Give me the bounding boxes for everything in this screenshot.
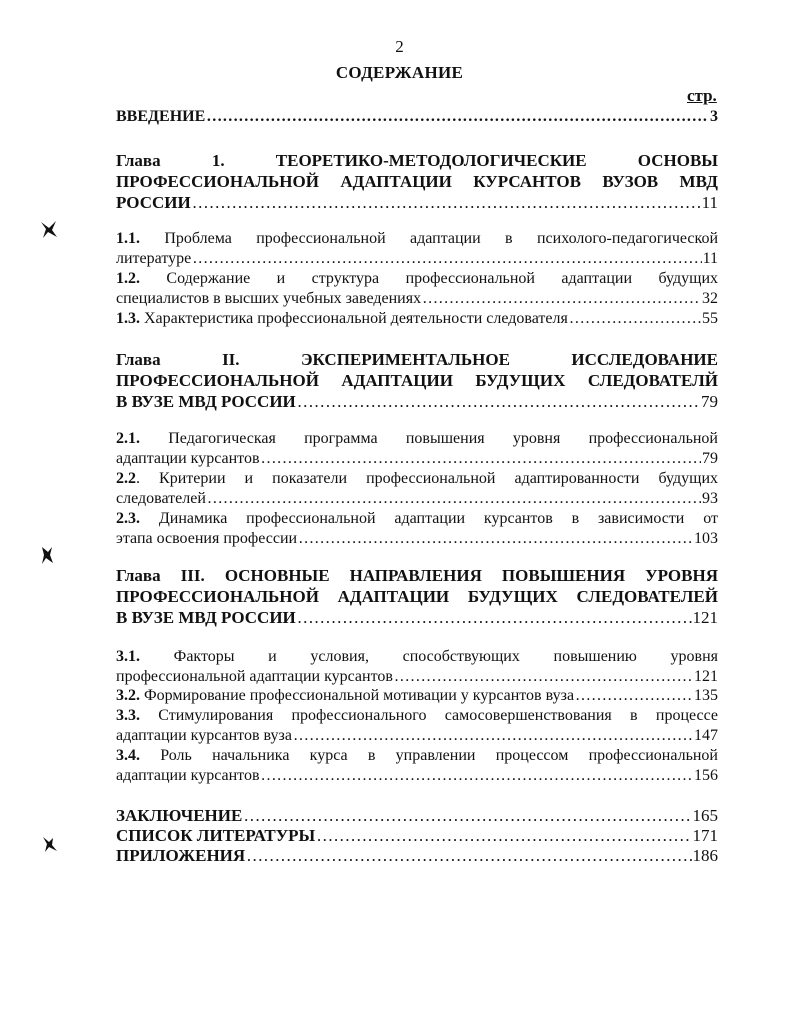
entry-page: 79: [701, 392, 718, 411]
section-number: 1.3.: [116, 310, 140, 327]
leader-dots: [297, 607, 692, 628]
leader-dots: [243, 806, 691, 826]
chapter-title-line: Глава II. ЭКСПЕРИМЕНТАЛЬНОЕ ИССЛЕДОВАНИЕ: [116, 350, 718, 369]
toc-entry-intro[interactable]: [116, 107, 718, 127]
section-title: Формирование профессиональной мотивации у курсантов вуза: [144, 687, 575, 704]
entry-page: 121: [692, 608, 718, 627]
section-number: 3.2.: [116, 687, 140, 704]
leader-dots: [246, 846, 691, 866]
toc-chapter-1[interactable]: [116, 150, 718, 213]
section-number: 1.2.: [116, 270, 140, 287]
page-number: 2: [395, 37, 404, 56]
section-title-cont: профессиональной адаптации курсантов: [116, 668, 393, 685]
leader-dots: [297, 391, 700, 412]
toc-section-2-1[interactable]: [116, 429, 718, 469]
entry-page: 171: [692, 826, 718, 845]
toc-section-3-4[interactable]: [116, 746, 718, 786]
section-title: Содержание и структура профессиональной адаптации будущих: [166, 270, 719, 287]
section-title-cont: специалистов в высших учебных заведениях: [116, 290, 422, 307]
section-title: Стимулирования профессионального самосовершенствования в процессе: [158, 707, 719, 724]
entry-page: 135: [694, 687, 718, 704]
entry-page: 186: [692, 846, 718, 865]
entry-page: 147: [694, 727, 718, 744]
toc-title: СОДЕРЖАНИЕ: [335, 63, 464, 82]
toc-section-1-1[interactable]: [116, 229, 718, 269]
toc-entry-appendix[interactable]: [116, 846, 718, 866]
entry-page: 121: [694, 668, 718, 685]
scan-mark-icon: [38, 544, 56, 566]
entry-page: 55: [702, 310, 718, 327]
entry-page: 11: [701, 193, 718, 212]
leader-dots: [206, 107, 709, 127]
leader-dots: [394, 667, 693, 687]
leader-dots: [569, 309, 701, 329]
page-column-label: стр.: [687, 86, 717, 105]
toc-entry-references[interactable]: [116, 826, 718, 846]
section-title-cont: этапа освоения профессии: [116, 530, 298, 547]
leader-dots: [261, 766, 693, 786]
toc-section-3-3[interactable]: [116, 706, 718, 746]
chapter-title-line: В ВУЗЕ МВД РОССИИ: [116, 392, 296, 411]
leader-dots: [207, 489, 701, 509]
chapter-title-line: Глава 1. ТЕОРЕТИКО-МЕТОДОЛОГИЧЕСКИЕ ОСНОВЫ: [116, 151, 718, 170]
entry-label: ЗАКЛЮЧЕНИЕ: [116, 806, 243, 825]
section-title: Проблема профессиональной адаптации в психолого-педагогической: [164, 230, 719, 247]
chapter-title-line: ПРОФЕССИОНАЛЬНОЙ АДАПТАЦИИ БУДУЩИХ СЛЕДОВАТЕЛЙ: [116, 371, 718, 390]
section-title-cont: адаптации курсантов: [116, 767, 260, 784]
entry-page: 156: [694, 767, 718, 784]
entry-page: 32: [702, 290, 718, 307]
leader-dots: [261, 449, 701, 469]
entry-label: ПРИЛОЖЕНИЯ: [116, 846, 246, 865]
leader-dots: [575, 686, 693, 706]
chapter-title-line: ПРОФЕССИОНАЛЬНОЙ АДАПТАЦИИ БУДУЩИХ СЛЕДОВАТЕЛЕЙ: [116, 587, 718, 606]
entry-page: 93: [702, 490, 718, 507]
section-title: . Критерии и показатели профессиональной адаптированности будущих: [136, 470, 718, 487]
toc-chapter-2[interactable]: [116, 349, 718, 412]
toc-section-2-2[interactable]: [116, 469, 718, 509]
entry-label: ВВЕДЕНИЕ: [116, 108, 206, 125]
section-number: 2.3.: [116, 510, 140, 527]
leader-dots: [192, 249, 701, 269]
entry-page: 79: [702, 450, 718, 467]
entry-page: 3: [710, 108, 718, 125]
section-number: 3.4.: [116, 747, 140, 764]
chapter-title-line: В ВУЗЕ МВД РОССИИ: [116, 608, 296, 627]
scan-mark-icon: [38, 218, 60, 240]
chapter-title-line: ПРОФЕССИОНАЛЬНОЙ АДАПТАЦИИ КУРСАНТОВ ВУЗОВ МВД: [116, 172, 718, 191]
section-title-cont: адаптации курсантов: [116, 450, 260, 467]
chapter-title-line: РОССИИ: [116, 193, 191, 212]
scan-mark-icon: [40, 834, 60, 854]
section-number: 3.3.: [116, 707, 140, 724]
entry-label: СПИСОК ЛИТЕРАТУРЫ: [116, 826, 316, 845]
toc-entry-conclusion[interactable]: [116, 806, 718, 826]
leader-dots: [293, 726, 693, 746]
section-title-cont: следователей: [116, 490, 206, 507]
entry-page: 165: [692, 806, 718, 825]
section-number: 2.2: [116, 470, 136, 487]
section-title: Характеристика профессиональной деятельности следователя: [144, 310, 568, 327]
leader-dots: [298, 529, 693, 549]
toc-section-3-1[interactable]: [116, 647, 718, 687]
section-title: Динамика профессиональной адаптации курсантов в зависимости от: [158, 510, 718, 527]
section-title: Факторы и условия, способствующих повышению уровня: [173, 648, 719, 665]
chapter-title-line: Глава III. ОСНОВНЫЕ НАПРАВЛЕНИЯ ПОВЫШЕНИЯ УРОВНЯ: [116, 566, 718, 585]
toc-section-2-3[interactable]: [116, 509, 718, 549]
entry-page: 103: [694, 530, 718, 547]
toc-section-1-2[interactable]: [116, 269, 718, 309]
toc-chapter-3[interactable]: [116, 565, 718, 628]
section-title-cont: литературе: [116, 250, 192, 267]
section-title: Роль начальника курса в управлении процессом профессиональной: [160, 747, 718, 764]
section-title: Педагогическая программа повышения уровня профессиональной: [168, 430, 718, 447]
toc-section-1-3[interactable]: [116, 309, 718, 329]
section-number: 2.1.: [116, 430, 140, 447]
toc-section-3-2[interactable]: [116, 686, 718, 706]
leader-dots: [422, 289, 701, 309]
leader-dots: [192, 192, 701, 213]
section-number: 1.1.: [116, 230, 140, 247]
section-title-cont: адаптации курсантов вуза: [116, 727, 292, 744]
section-number: 3.1.: [116, 648, 140, 665]
entry-page: 11: [702, 250, 718, 267]
leader-dots: [316, 826, 691, 846]
